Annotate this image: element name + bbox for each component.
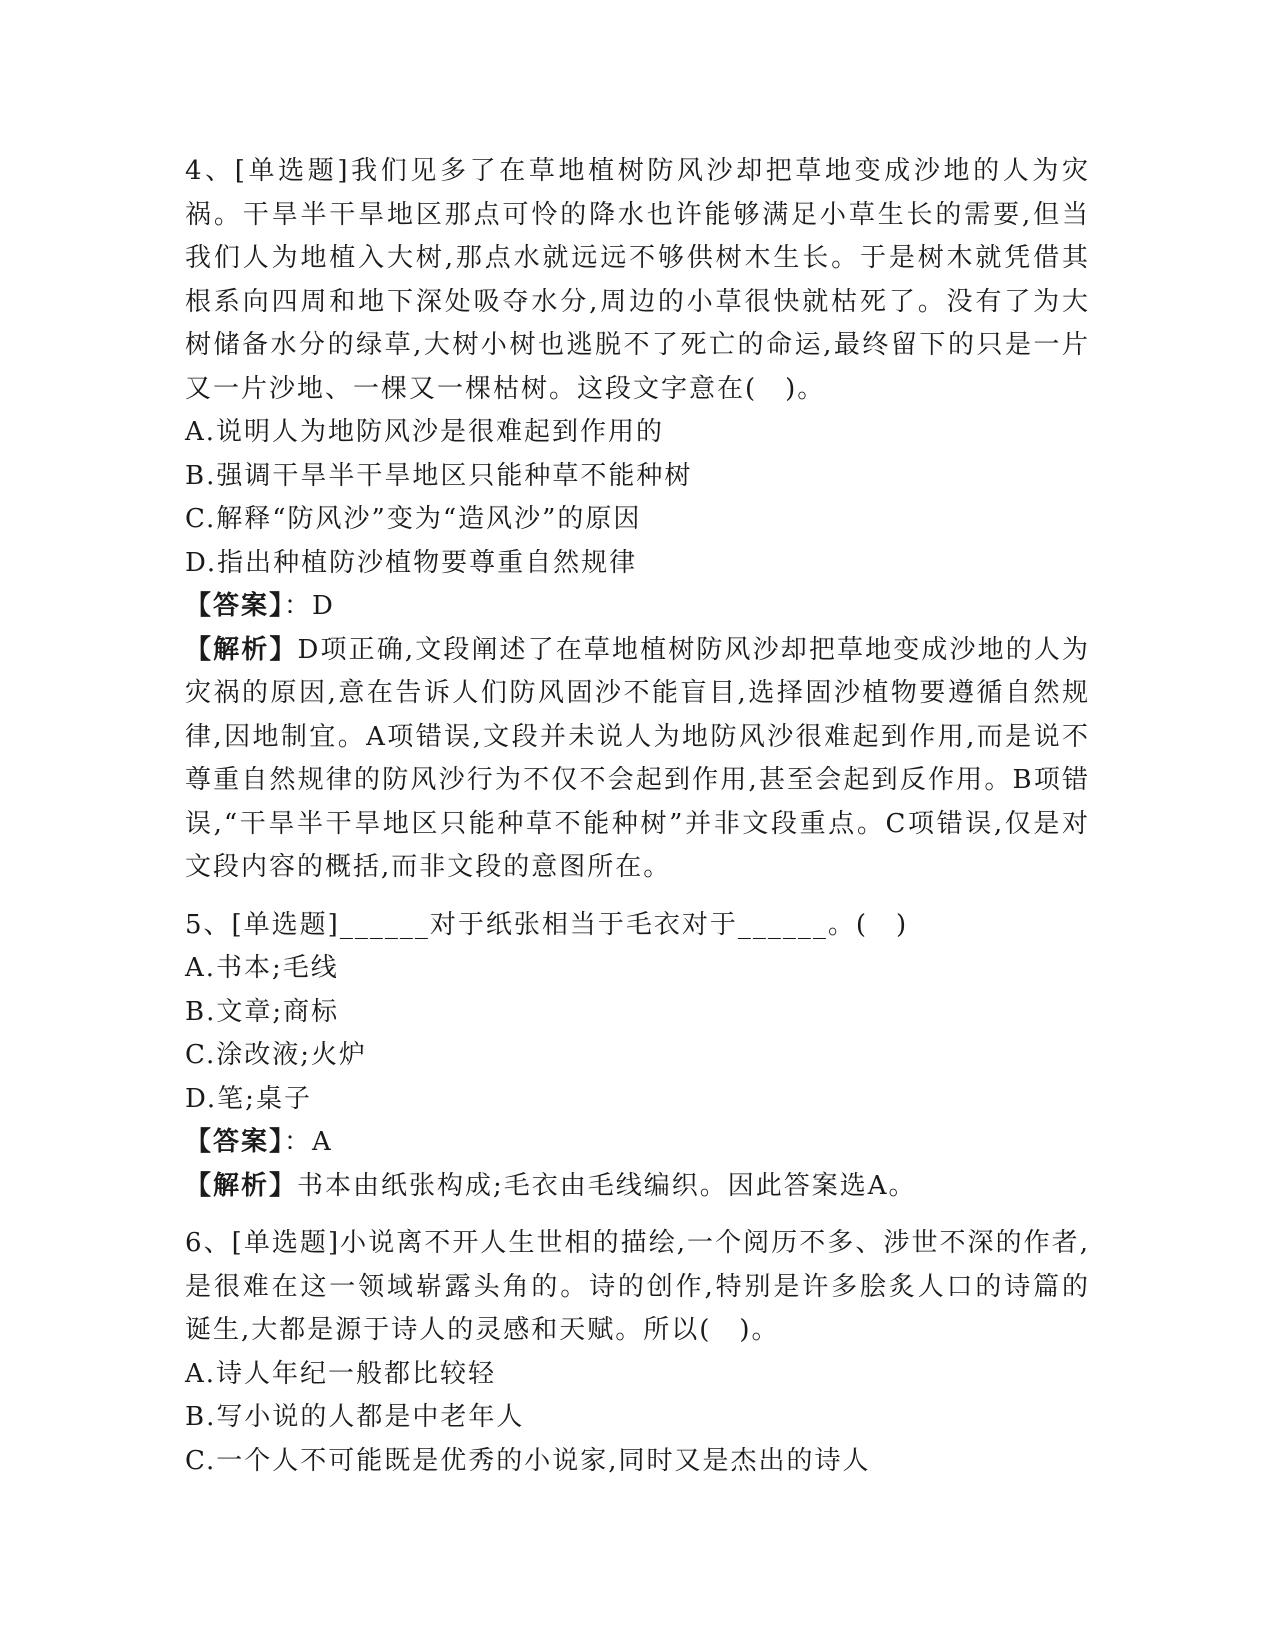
analysis-text: 书本由纸张构成;毛衣由毛线编织。因此答案选A。	[297, 1170, 917, 1201]
question-stem: 4、[单选题]我们见多了在草地植树防风沙却把草地变成沙地的人为灾祸。干旱半干旱地区那点可怜的降水也许能够满足小草生长的需要,但当我们人为地植入大树,那点水就远远不够供树木生长。于是树木就凭借其根系向四周和地下深处吸夺水分,周边的小草很快就枯死了。没有了为大树储备水分的绿草,大树小树也逃脱不了死亡的命运,最终留下的只是一片又一片沙地、一棵又一棵枯树。这段文字意在( )。	[185, 156, 1090, 404]
option-d: D.笔;桌子	[185, 1083, 312, 1114]
question-stem: 6、[单选题]小说离不开人生世相的描绘,一个阅历不多、涉世不深的作者,是很难在这一领域崭露头角的。诗的创作,特别是许多脍炙人口的诗篇的诞生,大都是源于诗人的灵感和天赋。所以( )。	[185, 1228, 1090, 1345]
analysis-label: 【解析】	[185, 634, 298, 665]
answer-label: 【答案】	[185, 591, 285, 621]
option-b: B.文章;商标	[185, 996, 340, 1027]
answer-label: 【答案】	[185, 1127, 285, 1157]
analysis-line	[185, 1165, 1090, 1209]
option-a: A.书本;毛线	[185, 953, 339, 983]
option-c: C.解释“防风沙”变为“造风沙”的原因	[185, 504, 642, 534]
document-page	[185, 150, 1090, 1497]
question-5	[185, 904, 1090, 1209]
option-d: D.指出种植防沙植物要尊重自然规律	[185, 547, 638, 578]
option-b: B.写小说的人都是中老年人	[185, 1402, 525, 1432]
option-a: A.诗人年纪一般都比较轻	[185, 1358, 497, 1389]
option-a: A.说明人为地防风沙是很难起到作用的	[185, 417, 665, 447]
question-stem: 5、[单选题]______对于纸张相当于毛衣对于______。( )	[185, 909, 909, 940]
answer-line	[185, 1121, 1090, 1165]
answer-value: ：A	[284, 1127, 333, 1157]
answer-value: ：D	[284, 591, 335, 621]
option-c: C.一个人不可能既是优秀的小说家,同时又是杰出的诗人	[185, 1445, 871, 1476]
question-6	[185, 1222, 1090, 1483]
question-4	[185, 150, 1090, 890]
analysis-label: 【解析】	[185, 1170, 298, 1201]
answer-line	[185, 585, 1090, 629]
analysis-text: D项正确,文段阐述了在草地植树防风沙却把草地变成沙地的人为灾祸的原因,意在告诉人们防风固沙不能盲目,选择固沙植物要遵循自然规律,因地制宜。A项错误,文段并未说人为地防风沙很难起到作用,而是说不尊重自然规律的防风沙行为不仅不会起到作用,甚至会起到反作用。B项错误,“干旱半干旱地区只能种草不能种树”并非文段重点。C项错误,仅是对文段内容的概括,而非文段的意图所在。	[185, 634, 1090, 882]
analysis-line	[185, 629, 1090, 890]
option-b: B.强调干旱半干旱地区只能种草不能种树	[185, 460, 693, 491]
option-c: C.涂改液;火炉	[185, 1040, 367, 1070]
